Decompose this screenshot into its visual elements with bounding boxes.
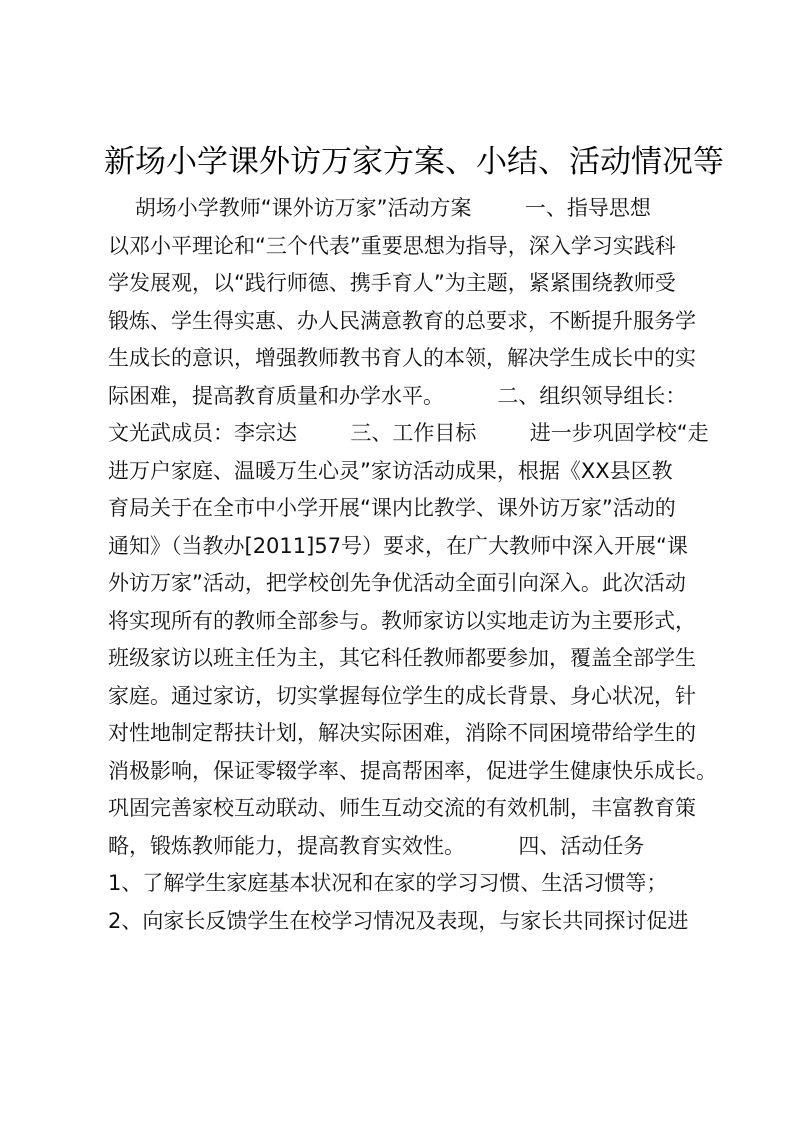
body-line: 际困难，提高教育质量和办学水平。 二、组织领导组长：: [108, 383, 687, 408]
body-line: 消极影响，保证零辍学率、提高帮困率，促进学生健康快乐成长。: [108, 758, 717, 783]
body-line: 班级家访以班主任为主，其它科任教师都要参加，覆盖全部学生: [108, 646, 696, 670]
body-line: 锻炼、学生得实惠、办人民满意教育的总要求，不断提升服务学: [108, 308, 696, 333]
body-line: 通知》（当教办[2011]57号）要求，在广大教师中深入开展“课: [108, 533, 688, 558]
body-line: 育局关于在全市中小学开展“课内比教学、课外访万家”活动的: [108, 496, 676, 520]
document-title: 新场小学课外访万家方案、小结、活动情况等: [104, 144, 724, 180]
body-line: 将实现所有的教师全部参与。教师家访以实地走访为主要形式，: [108, 608, 696, 633]
body-line: 2、向家长反馈学生在校学习情况及表现，与家长共同探讨促进: [108, 908, 689, 933]
body-line: 进万户家庭、温暖万生心灵”家访活动成果，根据《XX县区教: [108, 458, 673, 483]
body-line: 外访万家”活动，把学校创先争优活动全面引向深入。此次活动: [108, 571, 686, 595]
body-line: 巩固完善家校互动联动、师生互动交流的有效机制，丰富教育策: [108, 796, 696, 820]
body-line: 略，锻炼教师能力，提高教育实效性。 四、活动任务: [108, 833, 645, 858]
body-line: 以邓小平理论和“三个代表”重要思想为指导，深入学习实践科: [108, 233, 676, 258]
body-line: 文光武成员：李宗达 三、工作目标 进一步巩固学校“走: [108, 421, 709, 445]
body-line: 生成长的意识，增强教师教书育人的本领，解决学生成长中的实: [108, 346, 696, 370]
body-line: 家庭。通过家访，切实掌握每位学生的成长背景、身心状况，针: [108, 683, 696, 708]
body-line: 胡场小学教师“课外访万家”活动方案 一、指导思想: [108, 196, 651, 220]
body-line: 对性地制定帮扶计划，解决实际困难，消除不同困境带给学生的: [108, 721, 696, 745]
body-line: 学发展观，以“践行师德、携手育人”为主题，紧紧围绕教师受: [108, 271, 676, 295]
body-line: 1、了解学生家庭基本状况和在家的学习习惯、生活习惯等；: [108, 871, 668, 895]
document-body: [108, 190, 728, 940]
